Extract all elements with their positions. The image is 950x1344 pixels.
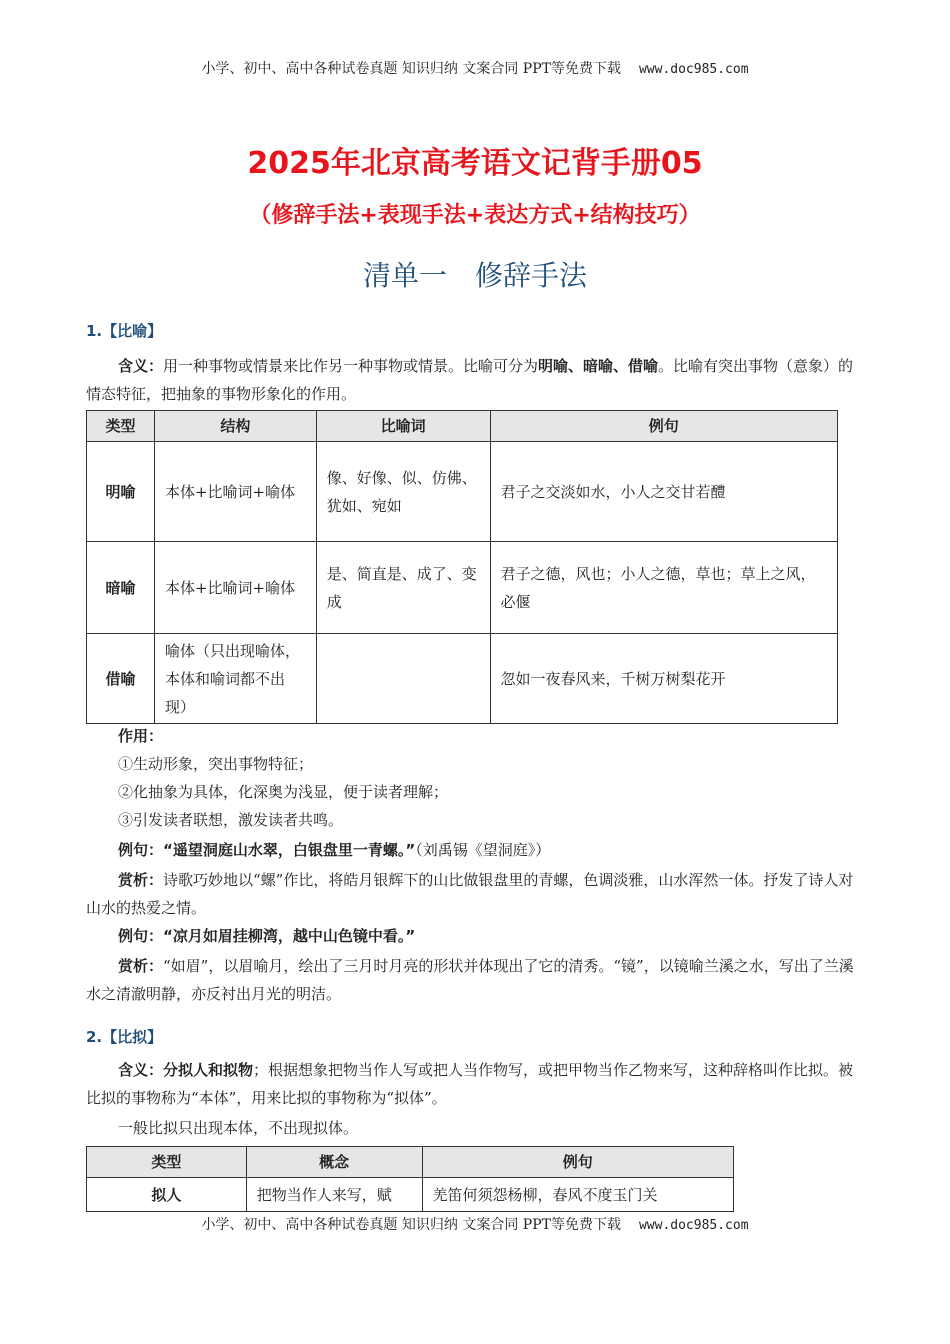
example-cell: 羌笛何须怨杨柳，春风不度玉门关 (422, 1178, 734, 1212)
example-2: 例句：“凉月如眉挂柳湾，越中山色镜中看。” (118, 927, 416, 945)
words-cell: 像、好像、似、仿佛、犹如、宛如 (316, 442, 490, 542)
concept-cell: 把物当作人来写，赋 (246, 1178, 422, 1212)
example-cell: 君子之交淡如水，小人之交甘若醴 (490, 442, 837, 542)
col-header-example: 例句 (490, 411, 837, 442)
section-2-definition: 含义：分拟人和拟物；根据想象把物当作人写或把人当作物写，或把甲物当作乙物来写，这种辞格叫作比拟。被比拟的事物称为“本体”，用来比拟的事物称为“拟体”。 (86, 1061, 854, 1107)
type-cell: 明喻 (87, 442, 155, 542)
header-text: 小学、初中、高中各种试卷真题 知识归纳 文案合同 PPT等免费下载 (201, 61, 621, 77)
type-cell: 拟人 (87, 1178, 247, 1212)
structure-cell: 本体+比喻词+喻体 (154, 442, 316, 542)
col-header-type: 类型 (87, 411, 155, 442)
table-row (87, 442, 838, 542)
structure-cell: 本体+比喻词+喻体 (154, 542, 316, 634)
col-header-type: 类型 (87, 1147, 247, 1178)
example-cell: 忽如一夜春风来，千树万树梨花开 (490, 634, 837, 724)
header-url[interactable]: www.doc985.com (638, 62, 749, 77)
example-cell: 君子之德，风也；小人之德，草也；草上之风，必偃 (490, 542, 837, 634)
footer-url[interactable]: www.doc985.com (638, 1218, 749, 1233)
list-heading: 清单一 修辞手法 (362, 259, 587, 292)
type-cell: 借喻 (87, 634, 155, 724)
effect-item: ②化抽象为具体，化深奥为浅显，便于读者理解； (118, 783, 449, 801)
section-2-label: 2.【比拟】 (86, 1028, 163, 1046)
metaphor-table (86, 410, 838, 724)
page-header (0, 58, 950, 78)
col-header-example: 例句 (422, 1147, 734, 1178)
section-1-definition: 含义：用一种事物或情景来比作另一种事物或情景。比喻可分为明喻、暗喻、借喻。比喻有突出事物（意象）的情态特征，把抽象的事物形象化的作用。 (86, 357, 854, 403)
effect-item: ①生动形象，突出事物特征； (118, 755, 314, 773)
col-header-words: 比喻词 (316, 411, 490, 442)
type-cell: 暗喻 (87, 542, 155, 634)
page-footer (0, 1214, 950, 1234)
words-cell: 是、简直是、成了、变成 (316, 542, 490, 634)
section-2-note: 一般比拟只出现本体，不出现拟体。 (118, 1119, 359, 1137)
personification-table (86, 1146, 734, 1212)
appreciation-1: 赏析：诗歌巧妙地以“螺”作比，将皓月银辉下的山比做银盘里的青螺，色调淡雅，山水浑然一体。抒发了诗人对山水的热爱之情。 (86, 871, 854, 917)
footer-text: 小学、初中、高中各种试卷真题 知识归纳 文案合同 PPT等免费下载 (201, 1217, 621, 1233)
document-title: 2025年北京高考语文记背手册05 (247, 146, 703, 181)
section-1-label: 1.【比喻】 (86, 322, 163, 340)
effect-label: 作用： (118, 727, 164, 745)
structure-cell: 喻体（只出现喻体，本体和喻词都不出现） (154, 634, 316, 724)
example-1: 例句：“遥望洞庭山水翠，白银盘里一青螺。”（刘禹锡《望洞庭》） (118, 841, 551, 859)
document-subtitle: （修辞手法+表现手法+表达方式+结构技巧） (249, 203, 701, 228)
appreciation-2: 赏析：“如眉”，以眉喻月，绘出了三月时月亮的形状并体现出了它的清秀。“镜”，以镜喻兰溪之水，写出了兰溪水之清澈明静，亦反衬出月光的明洁。 (86, 957, 854, 1003)
table-row (87, 1178, 734, 1212)
words-cell (316, 634, 490, 724)
col-header-concept: 概念 (246, 1147, 422, 1178)
col-header-structure: 结构 (154, 411, 316, 442)
effect-item: ③引发读者联想，激发读者共鸣。 (118, 811, 344, 829)
table-row (87, 542, 838, 634)
table-row (87, 634, 838, 724)
